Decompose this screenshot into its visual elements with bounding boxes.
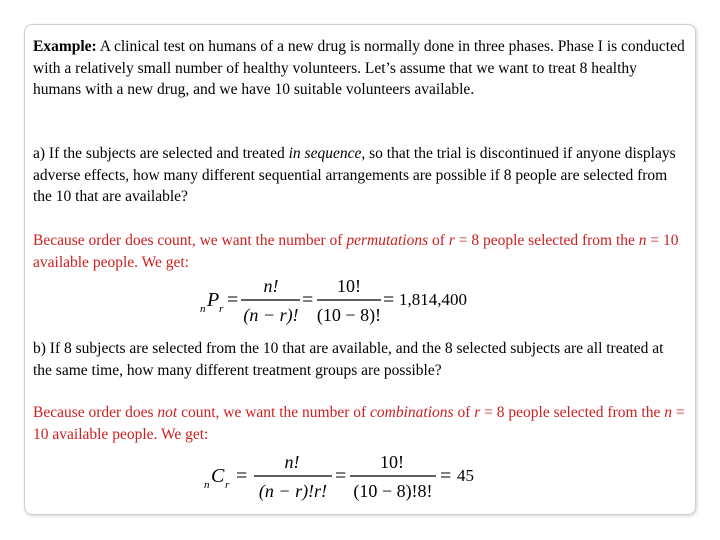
combination-symbol: C [211, 465, 225, 487]
part-b-answer-text-5: = 10 available people. We get: [33, 404, 685, 443]
formula-numerator-value: 10! [380, 452, 404, 472]
formula-denominator-value: (10 − 8)! [316, 305, 382, 325]
part-a-question-text: a) If the subjects are selected and treated [33, 145, 289, 162]
part-a-answer-text-2: of [428, 232, 449, 249]
example-text: A clinical test on humans of a new drug is normally done in three phases. Phase I is conducted with a relatively small number of healthy volunteers. Let’s assume that we want to treat 8 healthy humans with a new drug, and we have 10 suitable volunteers available. [33, 38, 685, 98]
formula-sub-n: n [204, 479, 210, 491]
equals-sign: = [236, 465, 248, 487]
part-b-answer [33, 402, 685, 445]
part-b-answer-text-3: of [453, 404, 475, 421]
permutation-result: 1,814,400 [399, 290, 467, 309]
formula-numerator-value: 10! [337, 276, 361, 296]
example-paragraph [33, 36, 685, 101]
equals-sign: = [227, 289, 239, 311]
equals-sign: = [440, 465, 452, 487]
n-variable: n [664, 404, 672, 421]
part-a-answer [33, 230, 685, 273]
equals-sign: = [383, 289, 395, 311]
part-b-answer-text-4: = 8 people selected from the [480, 404, 665, 421]
formula-sub-r: r [219, 303, 224, 315]
part-a-answer-text-4: = 10 available people. We get: [33, 232, 679, 271]
combination-result: 45 [457, 466, 474, 485]
r-variable: r [474, 404, 481, 421]
part-a-question-emphasis: in sequence [288, 145, 362, 162]
part-a-answer-text: Because order does count, we want the number of [33, 232, 347, 249]
part-b-answer-text: Because order does [33, 404, 158, 421]
formula-denominator: (n − r)! [243, 305, 299, 325]
part-a-answer-text-3: = 8 people selected from the [454, 232, 639, 249]
formula-sub-r: r [225, 479, 230, 491]
formula-denominator: (n − r)!r! [258, 481, 328, 501]
example-heading: Example: [33, 38, 97, 55]
permutation-symbol: P [207, 289, 220, 311]
part-b-answer-text-2: count, we want the number of [177, 404, 371, 421]
formula-numerator: n! [284, 452, 300, 472]
formula-numerator: n! [263, 276, 279, 296]
permutation-formula [196, 274, 496, 334]
formula-denominator-value: (10 − 8)!8! [353, 481, 433, 501]
combination-formula [200, 450, 500, 510]
r-variable: r [448, 232, 455, 249]
part-b-question: b) If 8 subjects are selected from the 10 that are available, and the 8 selected subjects are all treated at the same time, how many different treatment groups are possible? [33, 340, 664, 379]
part-a-question [33, 143, 685, 208]
equals-sign: = [302, 289, 314, 311]
combinations-term: combinations [370, 404, 454, 421]
not-emphasis: not [157, 404, 178, 421]
permutations-term: permutations [346, 232, 429, 249]
n-variable: n [638, 232, 647, 249]
part-a-question-text-cont: , so that the trial is discontinued if anyone displays adverse effects, how many different sequential arrangements are possible if 8 people are selected from the 10 that are available? [33, 145, 676, 205]
formula-sub-n: n [200, 303, 206, 315]
equals-sign: = [335, 465, 347, 487]
